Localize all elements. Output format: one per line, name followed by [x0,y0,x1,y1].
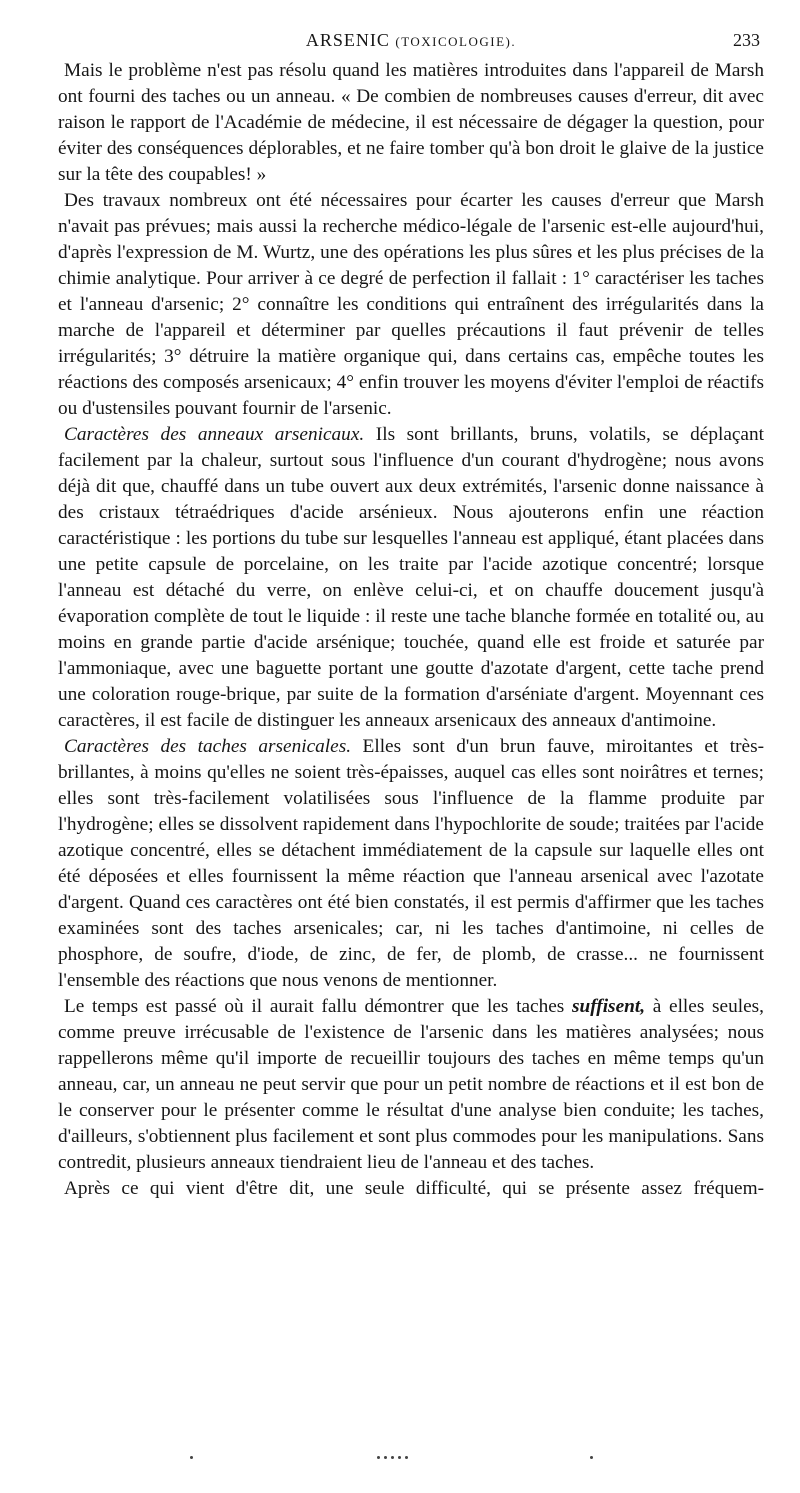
running-title-sub: (TOXICOLOGIE). [395,34,517,49]
running-title [58,30,764,51]
section-lead-stains: Caractères des taches arsenicales. [64,736,352,757]
paragraph-text: Mais le problème n'est pas résolu quand les matières introduites dans l'appareil de Marsh ont fourni des taches ou un anneau. « De combien de nombreuses causes d'erreur, dit avec raison le rapport de l'Académie de médecine, il est nécessaire de dégager la question, pour éviter des conséquences déplorables, et ne faire tomber qu'à bon droit le glaive de la justice sur la tête des coupables! » [58,60,764,185]
print-mark [405,1456,408,1459]
paragraph-stains-suffice [58,994,764,1176]
footer-print-marks [0,1450,800,1470]
paragraph-text: Des travaux nombreux ont été nécessaires pour écarter les causes d'erreur que Marsh n'avait pas prévues; mais aussi la recherche médico-légale de l'arsenic est-elle aujourd'hui, d'après l'expression de M. Wurtz, une des opérations les plus sûres et les plus précises de la chimie analytique. Pour arriver à ce degré de perfection il fallait : 1° caractériser les taches et l'anneau d'arsenic; 2° connaître les conditions qui entraînent des irrégularités dans la marche de l'appareil et déterminer par quelles précautions il faut prévenir de telles irrégularités; 3° détruire la matière organique qui, dans certains cas, empêche toutes les réactions des composés arsenicaux; 4° enfin trouver les moyens d'éviter l'emploi de réactifs ou d'ustensiles pouvant fournir de l'arsenic. [58,190,764,419]
print-mark [190,1456,193,1459]
paragraph-text: Après ce qui vient d'être dit, une seule difficulté, qui se présente assez fréquem- [64,1178,764,1199]
running-head [58,30,764,58]
paragraph-arsenical-rings [58,422,764,734]
print-mark [377,1456,380,1459]
emphasized-word: suffisent, [571,996,646,1017]
paragraph-arsenical-stains [58,734,764,994]
paragraph-research-works [58,188,764,422]
paragraph-text-after: à elles seules, comme preuve irrécusable de l'existence de l'arsenic dans les matières analysées; nous rappellerons même qu'il importe de recueillir toujours des taches en même temps qu'un anneau, car, un anneau ne peut servir que pour un petit nombre de réactions et il est bon de le conserver pour le présenter comme le résultat d'une analyse bien conduite; les taches, d'ailleurs, s'obtiennent plus facilement et sont plus commodes pour les manipulations. Sans contredit, plusieurs anneaux tiendraient lieu de l'anneau et des taches. [58,996,764,1173]
paragraph-text: Ils sont brillants, bruns, volatils, se déplaçant facilement par la chaleur, surtout sous l'influence d'un courant d'hydrogène; nous avons déjà dit que, chauffé dans un tube ouvert aux deux extrémités, l'arsenic donne naissance à des cristaux tétraédriques d'acide arsénieux. Nous ajouterons enfin une réaction caractéristique : les portions du tube sur lesquelles l'anneau est appliqué, étant placées dans une petite capsule de porcelaine, on les traite par l'acide azotique concentré; lorsque l'anneau est détaché du verre, on enlève celui-ci, et on chauffe doucement jusqu'à évaporation complète de tout le liquide : il reste une tache blanche formée en totalité ou, au moins en grande partie d'acide arsénique; touchée, quand elle est froide et saturée par l'ammoniaque, avec une baguette portant une goutte d'azotate d'argent, cette tache prend une coloration rouge-brique, par suite de la formation d'arséniate d'argent. Moyennant ces caractères, il est facile de distinguer les anneaux arsenicaux des anneaux d'antimoine. [58,424,764,731]
section-lead-rings: Caractères des anneaux arsenicaux. [64,424,365,445]
print-mark [384,1456,387,1459]
paragraph-text-before: Le temps est passé où il aurait fallu démontrer que les taches [64,996,572,1017]
running-title-main: ARSENIC [305,30,390,50]
print-mark [590,1456,593,1459]
paragraph-text: Elles sont d'un brun fauve, miroitantes et très-brillantes, à moins qu'elles ne soient très-épaisses, auquel cas elles sont noirâtres et ternes; elles sont très-facilement volatilisées sous l'influence de la flamme produite par l'hydrogène; elles se dissolvent rapidement dans l'hypochlorite de soude; traitées par l'acide azotique concentré, elles se détachent immédiatement de la capsule sur laquelle elles ont été déposées et elles fournissent la même réaction que l'anneau arsenical avec l'azotate d'argent. Quand ces caractères ont été bien constatés, il est permis d'affirmer que les taches examinées sont des taches arsenicales; car, ni les taches d'antimoine, ni celles de phosphore, de soufre, d'iode, de zinc, de fer, de plomb, de crasse... ne fournissent l'ensemble des réactions que nous venons de mentionner. [58,736,765,991]
print-mark [391,1456,394,1459]
page-number: 233 [733,30,760,50]
paragraph-marsh-problem [58,58,764,188]
paragraph-difficulty [58,1176,764,1202]
body-text [58,58,764,1202]
print-mark [398,1456,401,1459]
